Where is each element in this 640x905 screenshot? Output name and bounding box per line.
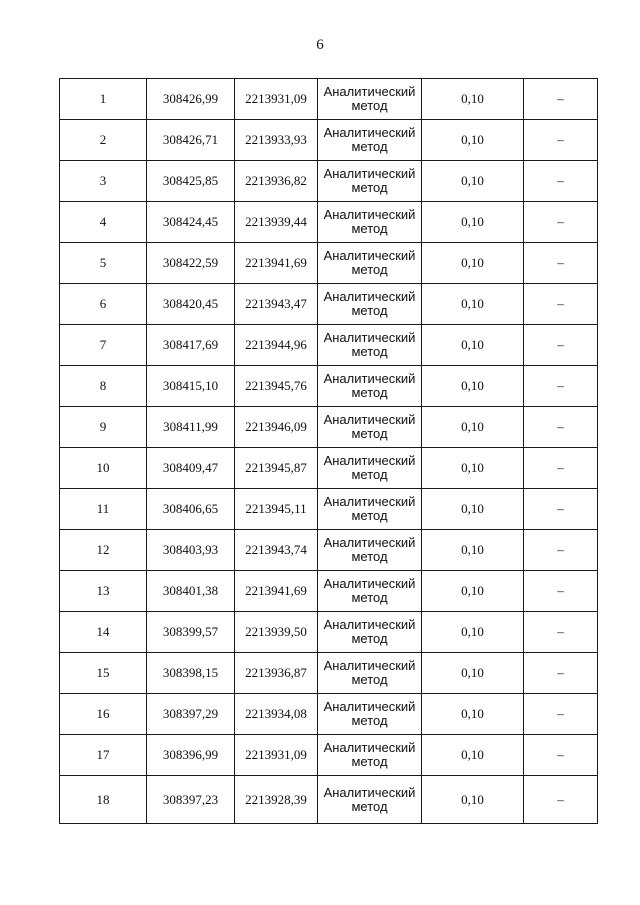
table-row xyxy=(60,530,598,571)
method-cell xyxy=(318,694,422,735)
coordinate-x-cell: 308403,93 xyxy=(147,530,235,571)
method-line-1: Аналитический xyxy=(323,248,416,263)
table-row xyxy=(60,284,598,325)
method-cell xyxy=(318,448,422,489)
accuracy-cell: 0,10 xyxy=(422,79,524,120)
coordinate-y-cell: 2213936,82 xyxy=(235,161,318,202)
method-cell xyxy=(318,366,422,407)
point-number-cell: 5 xyxy=(60,243,147,284)
table-row xyxy=(60,202,598,243)
table-row xyxy=(60,120,598,161)
method-line-2: метод xyxy=(351,262,388,277)
method-line-1: Аналитический xyxy=(323,658,416,673)
accuracy-cell: 0,10 xyxy=(422,694,524,735)
method-line-2: метод xyxy=(351,754,388,769)
accuracy-cell: 0,10 xyxy=(422,366,524,407)
coordinate-y-cell: 2213943,47 xyxy=(235,284,318,325)
coordinate-x-cell: 308396,99 xyxy=(147,735,235,776)
extra-cell: – xyxy=(524,202,598,243)
point-number-cell: 10 xyxy=(60,448,147,489)
point-number-cell: 16 xyxy=(60,694,147,735)
coordinate-x-cell: 308415,10 xyxy=(147,366,235,407)
method-cell xyxy=(318,407,422,448)
table-row xyxy=(60,489,598,530)
point-number-cell: 18 xyxy=(60,776,147,824)
table-row xyxy=(60,776,598,824)
method-line-1: Аналитический xyxy=(323,371,416,386)
coordinate-x-cell: 308425,85 xyxy=(147,161,235,202)
coordinate-y-cell: 2213945,87 xyxy=(235,448,318,489)
table-row xyxy=(60,653,598,694)
method-line-1: Аналитический xyxy=(323,84,416,99)
coordinate-x-cell: 308426,99 xyxy=(147,79,235,120)
extra-cell: – xyxy=(524,612,598,653)
coordinate-y-cell: 2213945,76 xyxy=(235,366,318,407)
point-number-cell: 15 xyxy=(60,653,147,694)
extra-cell: – xyxy=(524,653,598,694)
table-row xyxy=(60,161,598,202)
coordinates-table-body xyxy=(60,79,598,824)
coordinate-y-cell: 2213933,93 xyxy=(235,120,318,161)
point-number-cell: 4 xyxy=(60,202,147,243)
method-cell xyxy=(318,776,422,824)
method-line-2: метод xyxy=(351,221,388,236)
coordinate-y-cell: 2213939,44 xyxy=(235,202,318,243)
point-number-cell: 17 xyxy=(60,735,147,776)
accuracy-cell: 0,10 xyxy=(422,571,524,612)
table-row xyxy=(60,243,598,284)
point-number-cell: 2 xyxy=(60,120,147,161)
method-line-1: Аналитический xyxy=(323,125,416,140)
extra-cell: – xyxy=(524,79,598,120)
method-line-2: метод xyxy=(351,426,388,441)
accuracy-cell: 0,10 xyxy=(422,612,524,653)
table-row xyxy=(60,79,598,120)
method-line-2: метод xyxy=(351,798,388,814)
method-line-2: метод xyxy=(351,344,388,359)
table-row xyxy=(60,694,598,735)
method-line-1: Аналитический xyxy=(323,453,416,468)
extra-cell: – xyxy=(524,325,598,366)
table-row xyxy=(60,612,598,653)
coordinate-y-cell: 2213943,74 xyxy=(235,530,318,571)
point-number-cell: 7 xyxy=(60,325,147,366)
accuracy-cell: 0,10 xyxy=(422,407,524,448)
coordinate-y-cell: 2213939,50 xyxy=(235,612,318,653)
coordinate-x-cell: 308397,29 xyxy=(147,694,235,735)
coordinate-y-cell: 2213934,08 xyxy=(235,694,318,735)
coordinate-x-cell: 308397,23 xyxy=(147,776,235,824)
accuracy-cell: 0,10 xyxy=(422,489,524,530)
method-line-1: Аналитический xyxy=(323,330,416,345)
method-line-1: Аналитический xyxy=(323,412,416,427)
extra-cell: – xyxy=(524,243,598,284)
method-line-2: метод xyxy=(351,385,388,400)
extra-cell: – xyxy=(524,161,598,202)
coordinate-x-cell: 308426,71 xyxy=(147,120,235,161)
method-line-2: метод xyxy=(351,590,388,605)
accuracy-cell: 0,10 xyxy=(422,120,524,161)
coordinate-y-cell: 2213941,69 xyxy=(235,571,318,612)
method-line-1: Аналитический xyxy=(323,494,416,509)
point-number-cell: 6 xyxy=(60,284,147,325)
method-cell xyxy=(318,530,422,571)
coordinate-x-cell: 308399,57 xyxy=(147,612,235,653)
method-cell xyxy=(318,161,422,202)
method-line-2: метод xyxy=(351,549,388,564)
coordinate-x-cell: 308398,15 xyxy=(147,653,235,694)
method-line-2: метод xyxy=(351,98,388,113)
extra-cell: – xyxy=(524,407,598,448)
method-line-1: Аналитический xyxy=(323,784,416,800)
method-cell xyxy=(318,489,422,530)
accuracy-cell: 0,10 xyxy=(422,735,524,776)
coordinate-x-cell: 308401,38 xyxy=(147,571,235,612)
point-number-cell: 14 xyxy=(60,612,147,653)
coordinate-y-cell: 2213941,69 xyxy=(235,243,318,284)
point-number-cell: 12 xyxy=(60,530,147,571)
accuracy-cell: 0,10 xyxy=(422,448,524,489)
coordinate-x-cell: 308409,47 xyxy=(147,448,235,489)
extra-cell: – xyxy=(524,735,598,776)
extra-cell: – xyxy=(524,284,598,325)
point-number-cell: 9 xyxy=(60,407,147,448)
coordinate-y-cell: 2213931,09 xyxy=(235,735,318,776)
extra-cell: – xyxy=(524,489,598,530)
method-line-1: Аналитический xyxy=(323,699,416,714)
method-line-1: Аналитический xyxy=(323,576,416,591)
method-line-1: Аналитический xyxy=(323,535,416,550)
method-line-1: Аналитический xyxy=(323,166,416,181)
accuracy-cell: 0,10 xyxy=(422,161,524,202)
coordinate-y-cell: 2213945,11 xyxy=(235,489,318,530)
accuracy-cell: 0,10 xyxy=(422,530,524,571)
extra-cell: – xyxy=(524,776,598,824)
method-line-1: Аналитический xyxy=(323,289,416,304)
page-number: 6 xyxy=(316,37,324,53)
table-row xyxy=(60,407,598,448)
method-cell xyxy=(318,243,422,284)
point-number-cell: 1 xyxy=(60,79,147,120)
accuracy-cell: 0,10 xyxy=(422,653,524,694)
coordinate-x-cell: 308406,65 xyxy=(147,489,235,530)
method-cell xyxy=(318,284,422,325)
method-cell xyxy=(318,612,422,653)
point-number-cell: 11 xyxy=(60,489,147,530)
method-line-2: метод xyxy=(351,303,388,318)
coordinate-x-cell: 308417,69 xyxy=(147,325,235,366)
method-line-2: метод xyxy=(351,180,388,195)
coordinates-table xyxy=(59,78,598,824)
accuracy-cell: 0,10 xyxy=(422,284,524,325)
method-line-2: метод xyxy=(351,713,388,728)
coordinate-y-cell: 2213931,09 xyxy=(235,79,318,120)
method-cell xyxy=(318,202,422,243)
extra-cell: – xyxy=(524,120,598,161)
accuracy-cell: 0,10 xyxy=(422,776,524,824)
coordinate-x-cell: 308411,99 xyxy=(147,407,235,448)
method-cell xyxy=(318,735,422,776)
point-number-cell: 3 xyxy=(60,161,147,202)
coordinate-x-cell: 308420,45 xyxy=(147,284,235,325)
accuracy-cell: 0,10 xyxy=(422,325,524,366)
method-cell xyxy=(318,571,422,612)
coordinate-y-cell: 2213946,09 xyxy=(235,407,318,448)
coordinate-y-cell: 2213936,87 xyxy=(235,653,318,694)
extra-cell: – xyxy=(524,694,598,735)
method-line-1: Аналитический xyxy=(323,207,416,222)
method-cell xyxy=(318,120,422,161)
point-number-cell: 8 xyxy=(60,366,147,407)
method-line-2: метод xyxy=(351,139,388,154)
accuracy-cell: 0,10 xyxy=(422,202,524,243)
table-row xyxy=(60,735,598,776)
method-cell xyxy=(318,653,422,694)
table-row xyxy=(60,366,598,407)
point-number-cell: 13 xyxy=(60,571,147,612)
method-line-2: метод xyxy=(351,672,388,687)
extra-cell: – xyxy=(524,530,598,571)
extra-cell: – xyxy=(524,448,598,489)
table-row xyxy=(60,571,598,612)
accuracy-cell: 0,10 xyxy=(422,243,524,284)
coordinate-x-cell: 308422,59 xyxy=(147,243,235,284)
method-cell xyxy=(318,79,422,120)
method-line-1: Аналитический xyxy=(323,740,416,755)
method-line-2: метод xyxy=(351,467,388,482)
extra-cell: – xyxy=(524,366,598,407)
coordinate-x-cell: 308424,45 xyxy=(147,202,235,243)
method-cell xyxy=(318,325,422,366)
coordinate-y-cell: 2213944,96 xyxy=(235,325,318,366)
method-line-2: метод xyxy=(351,508,388,523)
coordinate-y-cell: 2213928,39 xyxy=(235,776,318,824)
table-row xyxy=(60,325,598,366)
table-row xyxy=(60,448,598,489)
method-line-2: метод xyxy=(351,631,388,646)
method-line-1: Аналитический xyxy=(323,617,416,632)
extra-cell: – xyxy=(524,571,598,612)
